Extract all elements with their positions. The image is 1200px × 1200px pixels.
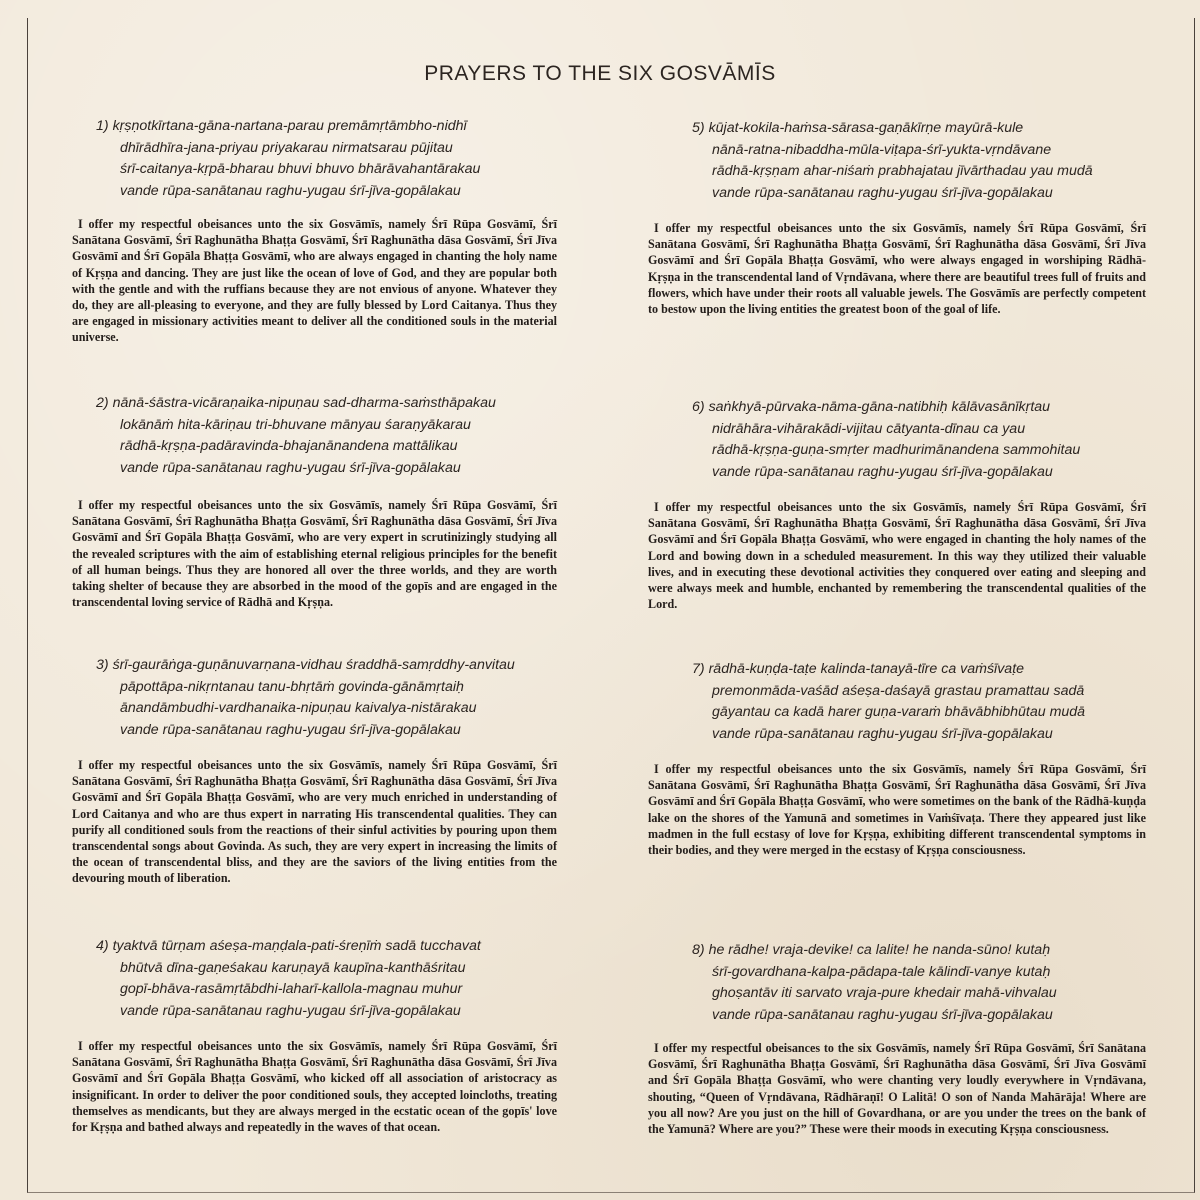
verse-4 <box>96 936 481 1022</box>
verse-line: tyaktvā tūrṇam aśeṣa-maṇḍala-pati-śreṇīṁ sadā tucchavat <box>112 938 481 954</box>
verse-6 <box>692 397 1080 483</box>
verse-number: 3) <box>96 657 109 673</box>
verse-line: premonmāda-vaśād aśeṣa-daśayā grastau pramattau sadā <box>712 682 1085 699</box>
translation-8: I offer my respectful obeisances to the six Gosvāmīs, namely Śrī Rūpa Gosvāmī, Śrī Sanātana Gosvāmī, Śrī Raghunātha Bhaṭṭa Gosvāmī, Śrī Raghunātha dāsa Gosvāmī, Śrī Jīva Gosvāmī and Śrī Gopāla Bhaṭṭa Gosvāmī, who were chanting very loudly everywhere in Vṛndāvana, shouting, “Queen of Vṛndāvana, Rādhāraṇī! O Lalitā! O son of Nanda Mahārāja! Where are you all now? Are you just on the hill of Govardhana, or are you under the trees on the bank of the Yamunā? Where are you?” These were their moods in executing Kṛṣṇa consciousness. <box>648 1041 1146 1137</box>
verse-line: vande rūpa-sanātanau raghu-yugau śrī-jīva-gopālakau <box>712 725 1053 742</box>
verse-line: ghoṣantāv iti sarvato vraja-pure khedair mahā-vihvalau <box>712 985 1057 1001</box>
translation-3: I offer my respectful obeisances unto the six Gosvāmīs, namely Śrī Rūpa Gosvāmī, Śrī Sanātana Gosvāmī, Śrī Raghunātha Bhaṭṭa Gosvāmī, Śrī Raghunātha dāsa Gosvāmī, Śrī Jīva Gosvāmī and Śrī Gopāla Bhaṭṭa Gosvāmī, who are very much enriched in understanding of Lord Caitanya and who are thus expert in narrating His transcendental qualities. They can purify all conditioned souls from the reactions of their sinful activities by pouring upon them transcendental songs about Govinda. As such, they are very expert in increasing the limits of the ocean of transcendental bliss, and they are the saviors of the living entities from the devouring mouth of liberation. <box>72 758 557 886</box>
verse-line: vande rūpa-sanātanau raghu-yugau śrī-jīva-gopālakau <box>712 1006 1053 1023</box>
verse-line: lokānāṁ hita-kāriṇau tri-bhuvane mānyau śaraṇyākarau <box>120 416 471 433</box>
verse-line: nidrāhāra-vihārakādi-vijitau cātyanta-dīnau ca yau <box>712 420 1026 437</box>
verse-number: 8) <box>692 942 705 958</box>
verse-line: nānā-śāstra-vicāraṇaika-nipuṇau sad-dharma-saṁsthāpakau <box>112 395 496 411</box>
verse-line: kūjat-kokila-haṁsa-sārasa-gaṇākīrṇe mayūrā-kule <box>708 120 1024 136</box>
verse-line: rādhā-kṛṣṇam ahar-niśaṁ prabhajatau jīvārthadau yau mudā <box>712 163 1093 179</box>
page-title: PRAYERS TO THE SIX GOSVĀMĪS <box>424 62 776 85</box>
verse-number: 4) <box>96 938 109 954</box>
verse-8 <box>692 940 1057 1026</box>
verse-5 <box>692 118 1093 204</box>
verse-7 <box>692 659 1085 745</box>
verse-line: vande rūpa-sanātanau raghu-yugau śrī-jīva-gopālakau <box>120 182 461 199</box>
verse-line: kṛṣṇotkīrtana-gāna-nartana-parau premāmṛtāmbho-nidhī <box>112 118 467 134</box>
verse-number: 1) <box>96 118 109 134</box>
verse-line: gāyantau ca kadā harer guṇa-varaṁ bhāvābhibhūtau mudā <box>712 704 1086 720</box>
verse-line: nānā-ratna-nibaddha-mūla-viṭapa-śrī-yukta-vṛndāvane <box>712 141 1052 158</box>
verse-line: vande rūpa-sanātanau raghu-yugau śrī-jīva-gopālakau <box>712 184 1053 201</box>
verse-line: vande rūpa-sanātanau raghu-yugau śrī-jīva-gopālakau <box>120 721 461 738</box>
verse-line: rādhā-kṛṣṇa-guṇa-smṛter madhurimānandena sammohitau <box>712 442 1081 458</box>
verse-line: gopī-bhāva-rasāmṛtābdhi-laharī-kallola-magnau muhur <box>120 981 463 997</box>
verse-line: dhīrādhīra-jana-priyau priyakarau nirmatsarau pūjitau <box>120 139 453 156</box>
verse-line: bhūtvā dīna-gaṇeśakau karuṇayā kaupīna-kanthāśritau <box>120 959 466 976</box>
verse-line: śrī-caitanya-kṛpā-bharau bhuvi bhuvo bhārāvahantārakau <box>120 161 481 177</box>
verse-line: he rādhe! vraja-devike! ca lalite! he nanda-sūno! kutaḥ <box>708 942 1051 958</box>
translation-2: I offer my respectful obeisances unto the six Gosvāmīs, namely Śrī Rūpa Gosvāmī, Śrī Sanātana Gosvāmī, Śrī Raghunātha Bhaṭṭa Gosvāmī, Śrī Raghunātha dāsa Gosvāmī, Śrī Jīva Gosvāmī and Śrī Gopāla Bhaṭṭa Gosvāmī, who are very expert in scrutinizingly studying all the revealed scriptures with the aim of establishing eternal religious principles for the benefit of all human beings. Thus they are honored all over the three worlds, and they are worth taking shelter of because they are absorbed in the mood of the gopīs and are engaged in the transcendental loving service of Rādhā and Kṛṣṇa. <box>72 498 557 610</box>
verse-line: saṅkhyā-pūrvaka-nāma-gāna-natibhiḥ kālāvasānīkṛtau <box>708 399 1051 415</box>
verse-line: vande rūpa-sanātanau raghu-yugau śrī-jīva-gopālakau <box>120 1002 461 1019</box>
translation-6: I offer my respectful obeisances unto the six Gosvāmīs, namely Śrī Rūpa Gosvāmī, Śrī Sanātana Gosvāmī, Śrī Raghunātha Bhaṭṭa Gosvāmī, Śrī Raghunātha dāsa Gosvāmī, Śrī Jīva Gosvāmī and Śrī Gopāla Bhaṭṭa Gosvāmī, who were engaged in chanting the holy names of the Lord and bowing down in a scheduled measurement. In this way they utilized their valuable lives, and in executing these devotional activities they conquered over eating and sleeping and were always meek and humble, enchanted by remembering the transcendental qualities of the Lord. <box>648 500 1146 612</box>
verse-number: 7) <box>692 661 705 677</box>
verse-1 <box>96 116 480 202</box>
verse-3 <box>96 655 515 741</box>
verse-line: rādhā-kuṇḍa-taṭe kalinda-tanayā-tīre ca vaṁśīvaṭe <box>708 661 1025 677</box>
verse-line: ānandāmbudhi-vardhanaika-nipuṇau kaivalya-nistārakau <box>120 700 477 716</box>
translation-1: I offer my respectful obeisances unto the six Gosvāmīs, namely Śrī Rūpa Gosvāmī, Śrī Sanātana Gosvāmī, Śrī Raghunātha Bhaṭṭa Gosvāmī, Śrī Raghunātha dāsa Gosvāmī, Śrī Jīva Gosvāmī and Śrī Gopāla Bhaṭṭa Gosvāmī, who are always engaged in chanting the holy name of Kṛṣṇa and dancing. They are just like the ocean of love of God, and they are popular both with the gentle and with the ruffians because they are not envious of anyone. Whatever they do, they are all-pleasing to everyone, and they are fully blessed by Lord Caitanya. Thus they are engaged in missionary activities meant to deliver all the conditioned souls in the material universe. <box>72 217 557 345</box>
verse-line: vande rūpa-sanātanau raghu-yugau śrī-jīva-gopālakau <box>120 459 461 476</box>
verse-number: 6) <box>692 399 705 415</box>
verse-line: śrī-gaurāṅga-guṇānuvarṇana-vidhau śraddhā-samṛddhy-anvitau <box>112 657 515 673</box>
translation-7: I offer my respectful obeisances unto the six Gosvāmīs, namely Śrī Rūpa Gosvāmī, Śrī Sanātana Gosvāmī, Śrī Raghunātha Bhaṭṭa Gosvāmī, Śrī Raghunātha dāsa Gosvāmī, Śrī Jīva Gosvāmī and Śrī Gopāla Bhaṭṭa Gosvāmī, who were sometimes on the bank of the Rādhā-kuṇḍa lake on the shores of the Yamunā and sometimes in Vaṁśīvaṭa. There they appeared just like madmen in the full ecstasy of love for Kṛṣṇa, exhibiting different transcendental symptoms in their bodies, and they were merged in the ecstasy of Kṛṣṇa consciousness. <box>648 762 1146 858</box>
verse-line: pāpottāpa-nikṛntanau tanu-bhṛtāṁ govinda-gānāmṛtaiḥ <box>120 678 464 695</box>
verse-number: 2) <box>96 395 109 411</box>
verse-number: 5) <box>692 120 705 136</box>
translation-5: I offer my respectful obeisances unto the six Gosvāmīs, namely Śrī Rūpa Gosvāmī, Śrī Sanātana Gosvāmī, Śrī Raghunātha Bhaṭṭa Gosvāmī, Śrī Raghunātha dāsa Gosvāmī, Śrī Jīva Gosvāmī and Śrī Gopāla Bhaṭṭa Gosvāmī, who were always engaged in worshiping Rādhā-Kṛṣṇa in the transcendental land of Vṛndāvana, where there are beautiful trees full of fruits and flowers, which have under their roots all valuable jewels. The Gosvāmīs are perfectly competent to bestow upon the living entities the greatest boon of the goal of life. <box>648 221 1146 317</box>
translation-4: I offer my respectful obeisances unto the six Gosvāmīs, namely Śrī Rūpa Gosvāmī, Śrī Sanātana Gosvāmī, Śrī Raghunātha Bhaṭṭa Gosvāmī, Śrī Raghunātha dāsa Gosvāmī, Śrī Jīva Gosvāmī and Śrī Gopāla Bhaṭṭa Gosvāmī, who kicked off all association of aristocracy as insignificant. In order to deliver the poor conditioned souls, they accepted loincloths, treating themselves as mendicants, but they are always merged in the ecstatic ocean of the gopīs' love for Kṛṣṇa and bathed always and repeatedly in the waves of that ocean. <box>72 1039 557 1135</box>
verse-2 <box>96 393 496 479</box>
verse-line: rādhā-kṛṣṇa-padāravinda-bhajanānandena mattālikau <box>120 438 458 454</box>
verse-line: śrī-govardhana-kalpa-pādapa-tale kālindī-vanye kutaḥ <box>712 963 1051 980</box>
verse-line: vande rūpa-sanātanau raghu-yugau śrī-jīva-gopālakau <box>712 463 1053 480</box>
